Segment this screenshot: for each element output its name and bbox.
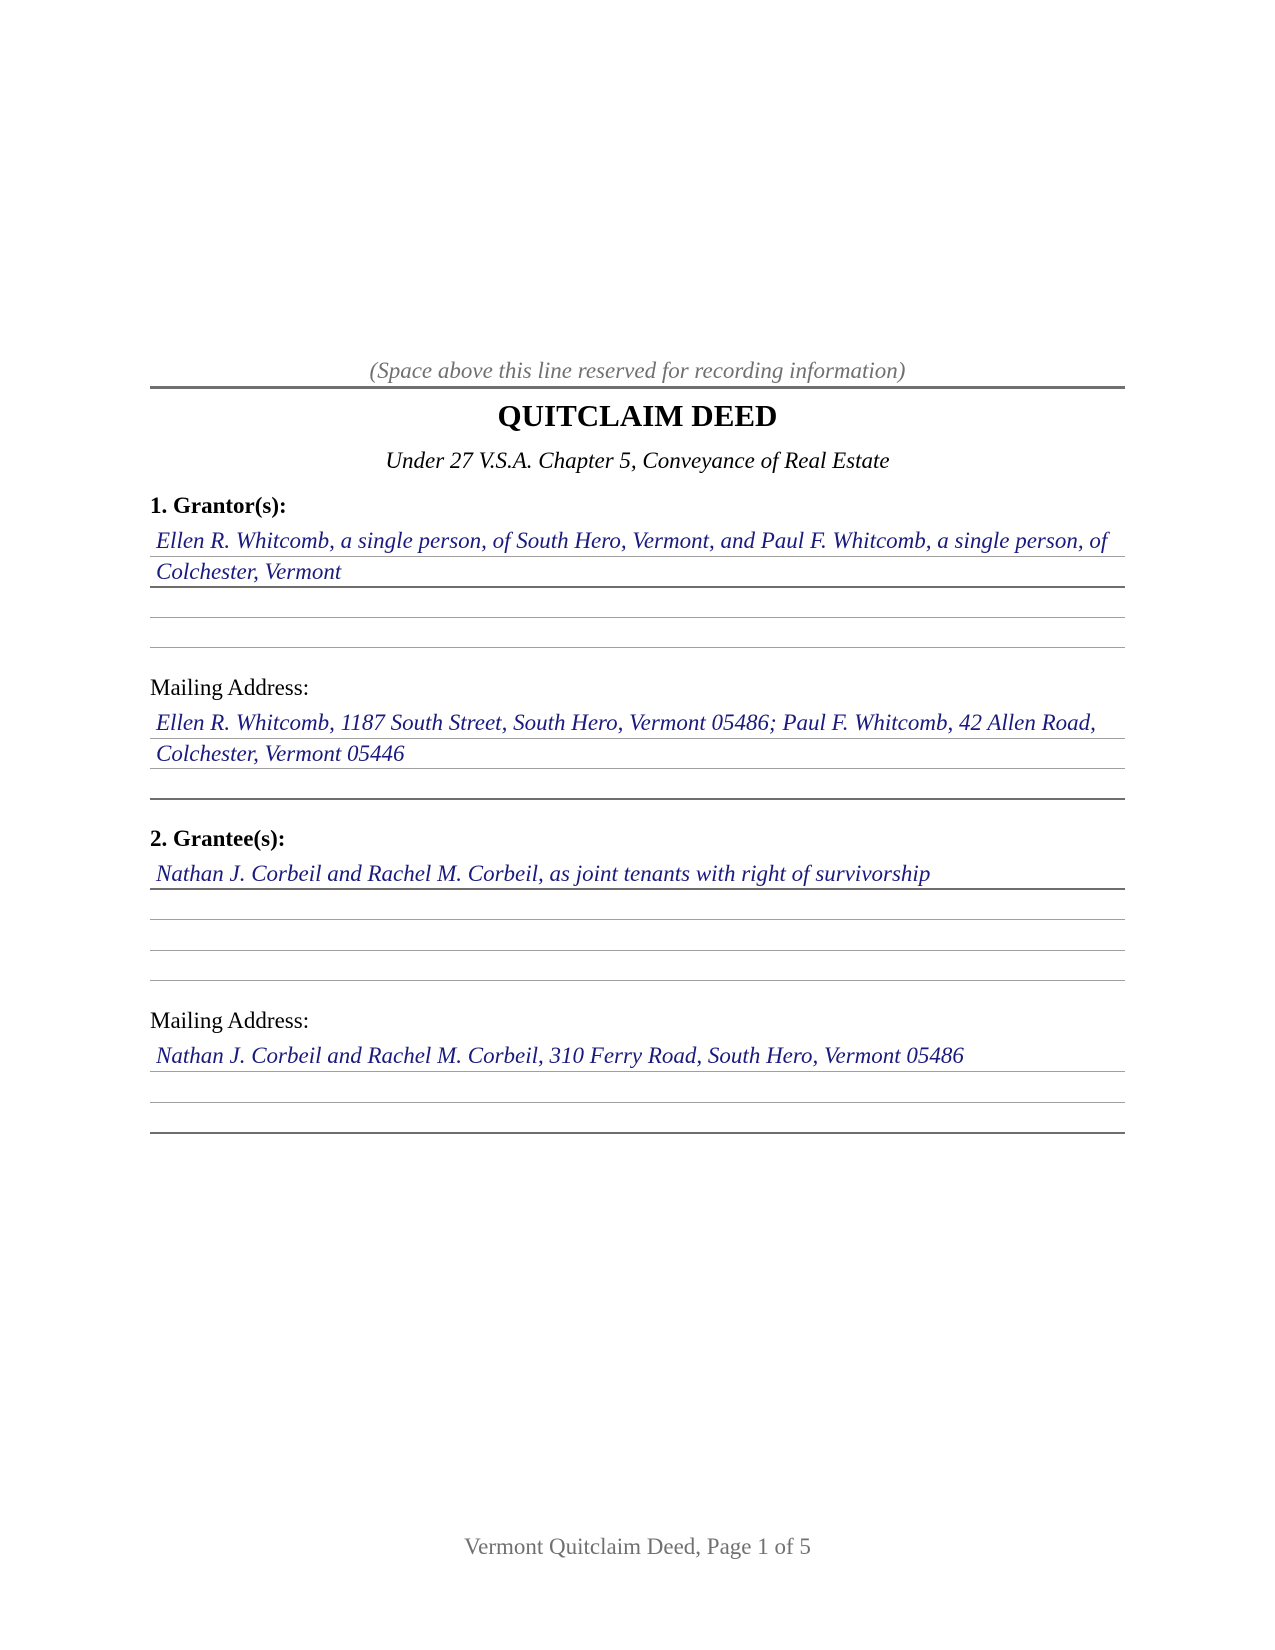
- document-subtitle: Under 27 V.S.A. Chapter 5, Conveyance of Real Estate: [385, 448, 890, 473]
- grantee-mailing-value: Nathan J. Corbeil and Rachel M. Corbeil, 310 Ferry Road, South Hero, Vermont 05486: [156, 1043, 964, 1068]
- recording-divider: [150, 386, 1125, 389]
- grantor-names-field[interactable]: [150, 525, 1125, 587]
- page-footer: Vermont Quitclaim Deed, Page 1 of 5: [464, 1534, 811, 1559]
- grantee-names-value: Nathan J. Corbeil and Rachel M. Corbeil, as joint tenants with right of survivorship: [156, 861, 931, 886]
- grantee-names-field[interactable]: [150, 858, 1125, 889]
- grantee-mailing-field[interactable]: [150, 1040, 1125, 1071]
- recording-reserved-note: (Space above this line reserved for recording information): [369, 358, 906, 383]
- grantor-mailing-field[interactable]: [150, 707, 1125, 769]
- grantor-names-value: Ellen R. Whitcomb, a single person, of South Hero, Vermont, and Paul F. Whitcomb, a single person, of Colchester, Vermont: [156, 528, 1108, 584]
- grantor-mailing-value: Ellen R. Whitcomb, 1187 South Street, South Hero, Vermont 05486; Paul F. Whitcomb, 42 Allen Road, Colchester, Vermont 05446: [156, 710, 1096, 766]
- deed-page: [150, 0, 1125, 1650]
- grantee-heading: 2. Grantee(s):: [150, 826, 286, 851]
- document-title: QUITCLAIM DEED: [497, 398, 778, 433]
- grantee-mailing-label: Mailing Address:: [150, 1008, 310, 1033]
- grantor-heading: 1. Grantor(s):: [150, 493, 287, 518]
- grantor-mailing-label: Mailing Address:: [150, 675, 310, 700]
